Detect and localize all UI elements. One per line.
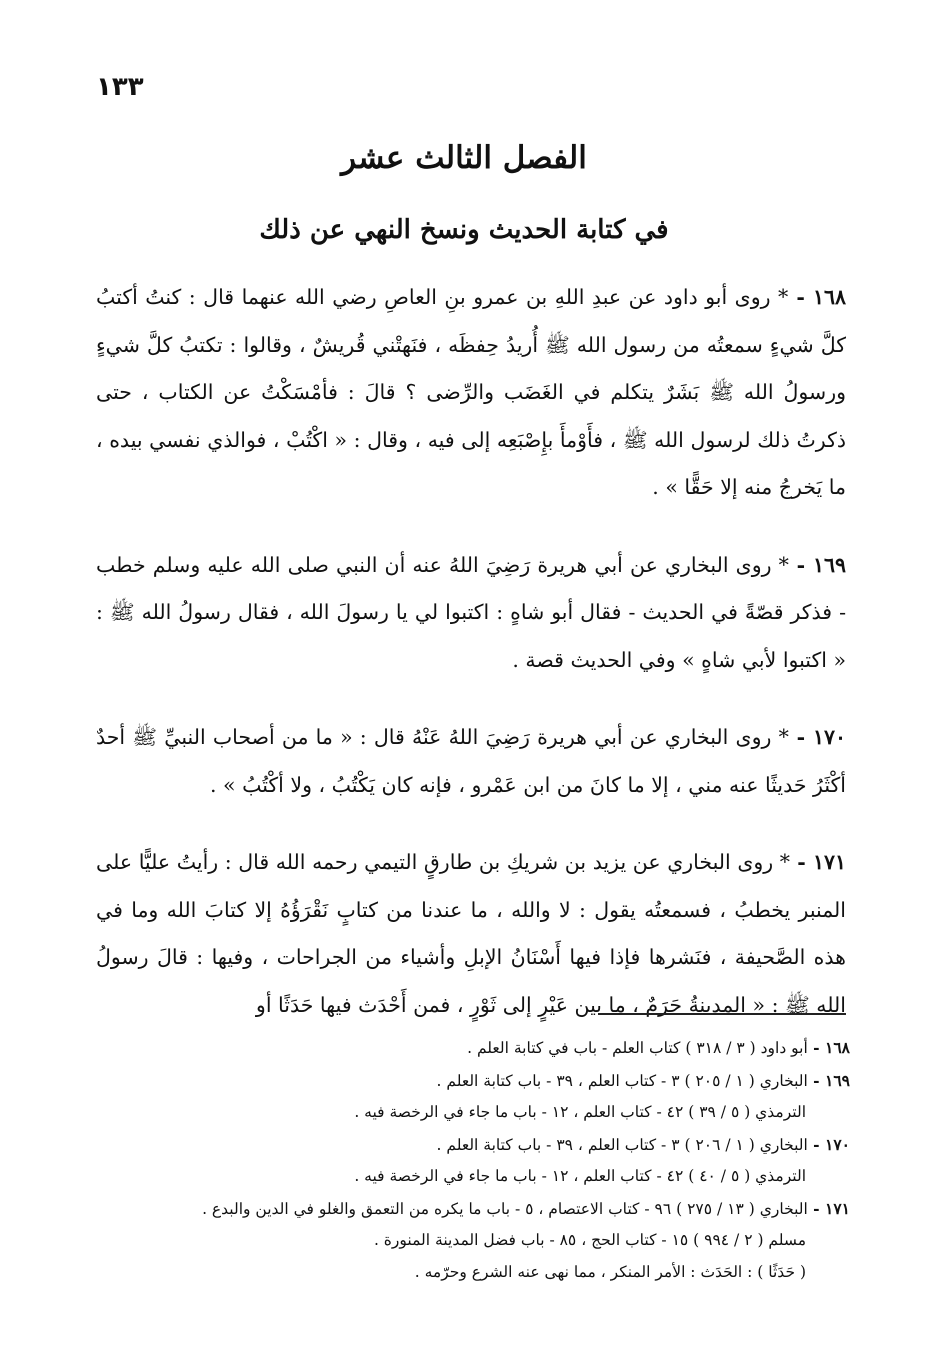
footnote-169 <box>96 1065 850 1098</box>
hadith-number: ١٦٨ - <box>788 285 846 309</box>
footnote-168 <box>96 1032 850 1065</box>
footnote-number: ١٦٨ - <box>807 1038 850 1057</box>
chapter-title: الفصل الثالث عشر <box>341 140 587 176</box>
hadith-number: ١٧١ - <box>790 850 846 874</box>
hadith-number: ١٧٠ - <box>788 725 846 749</box>
footnote-text: الترمذي ( ٥ / ٣٩ ) ٤٢ - كتاب العلم ، ١٢ - باب ما جاء في الرخصة فيه . <box>354 1103 806 1121</box>
footnote-number: ١٧١ - <box>807 1198 850 1218</box>
footnote-glossary <box>96 1257 850 1289</box>
hadith-list <box>96 274 846 1059</box>
hadith-169 <box>96 542 846 685</box>
footnote-171 <box>96 1193 850 1226</box>
hadith-171 <box>96 839 846 1029</box>
footnote-171-continued <box>96 1225 850 1257</box>
footnote-text: أبو داود ( ٣ / ٣١٨ ) كتاب العلم - باب في كتابة العلم . <box>467 1039 808 1057</box>
footnote-text: البخاري ( ١ / ٢٠٦ ) ٣ - كتاب العلم ، ٣٩ - باب كتابة العلم . <box>436 1135 808 1154</box>
footnotes <box>96 1032 850 1288</box>
footnote-169-continued <box>96 1097 850 1129</box>
footnote-text: ( حَدَثًا ) : الحَدَث : الأمر المنكر ، مما نهى عنه الشرع وحرّمه . <box>414 1262 806 1281</box>
footnote-170 <box>96 1129 850 1162</box>
footnote-number: ١٦٩ - <box>807 1070 850 1090</box>
hadith-text: * روى البخاري عن يزيد بن شريكِ بن طارقٍ التيمي رحمه الله قال : رأيتُ عليًّا على المنبر يخطبُ ، فسمعتُه يقول : لا والله ، ما عندنا من كتابٍ نَقْرَؤُهُ إلا كتابَ الله وما في هذه الصَّحيفة ، فنَشرها فإذا فيها أَسْنَانُ الإبلِ وأشياء من الجراحات ، وفيها : قالَ رسولُ الله ﷺ : « المدينةُ حَرَمٌ ، ما بين عَيْرٍ إلى ثَوْرٍ ، فمن أَحْدَث فيها حَدَثًا أو <box>96 850 846 1017</box>
footnote-number: ١٧٠ - <box>807 1134 850 1154</box>
footnote-text: البخاري ( ١٣ / ٢٧٥ ) ٩٦ - كتاب الاعتصام ، ٥ - باب ما يكره من التعمق والغلو في الدين والبدع . <box>202 1199 808 1218</box>
chapter-subtitle: في كتابة الحديث ونسخ النهي عن ذلك <box>259 215 669 245</box>
footnote-text: الترمذي ( ٥ / ٤٠ ) ٤٢ - كتاب العلم ، ١٢ - باب ما جاء في الرخصة فيه . <box>354 1167 806 1185</box>
footnote-divider <box>598 1013 846 1015</box>
footnote-text: البخاري ( ١ / ٢٠٥ ) ٣ - كتاب العلم ، ٣٩ - باب كتابة العلم . <box>436 1071 808 1090</box>
footnote-text: مسلم ( ٢ / ٩٩٤ ) ١٥ - كتاب الحج ، ٨٥ - باب فضل المدينة المنورة . <box>373 1231 806 1249</box>
page-number: ١٣٣ <box>96 72 144 102</box>
hadith-text: * روى البخاري عن أبي هريرة رَضِيَ اللهُ عَنْهُ قال : « ما من أصحاب النبيِّ ﷺ أحدٌ أكْثَرُ حَديثًا عنه مني ، إلا ما كانَ من ابن عَمْرو ، فإنه كان يَكْتُبُ ، ولا أكْتُبُ » . <box>96 725 846 797</box>
hadith-text: * روى البخاري عن أبي هريرة رَضِيَ اللهُ عنه أن النبي صلى الله عليه وسلم خطب - فذكر قصّةً في الحديث - فقال أبو شاهٍ : اكتبوا لي يا رسولَ الله ، فقال رسولُ الله ﷺ : « اكتبوا لأبي شاهٍ » وفي الحديث قصة . <box>96 552 846 672</box>
hadith-168 <box>96 274 846 512</box>
footnote-170-continued <box>96 1161 850 1193</box>
hadith-170 <box>96 714 846 809</box>
hadith-text: * روى أبو داود عن عبدِ اللهِ بن عمرو بنِ العاصِ رضي الله عنهما قال : كنتُ أكتبُ كلَّ شيءٍ سمعتُه من رسول الله ﷺ أُريدُ حِفظَه ، فنَهتْني قُريشٌ ، وقالوا : تكتبُ كلَّ شيءٍ ورسولُ الله ﷺ بَشَرٌ يتكلم في الغَضَب والرِّضى ؟ قالَ : فأمْسَكْتُ عن الكتاب ، حتى ذكرتُ ذلك لرسول الله ﷺ ، فأَوْمأَ بإِصْبَعِه إلى فيه ، وقال : « اكْتُبْ ، فوالذي نفسي بيده ، ما يَخرجُ منه إلا حَقًّا » . <box>96 285 846 499</box>
hadith-number: ١٦٩ - <box>788 552 846 577</box>
